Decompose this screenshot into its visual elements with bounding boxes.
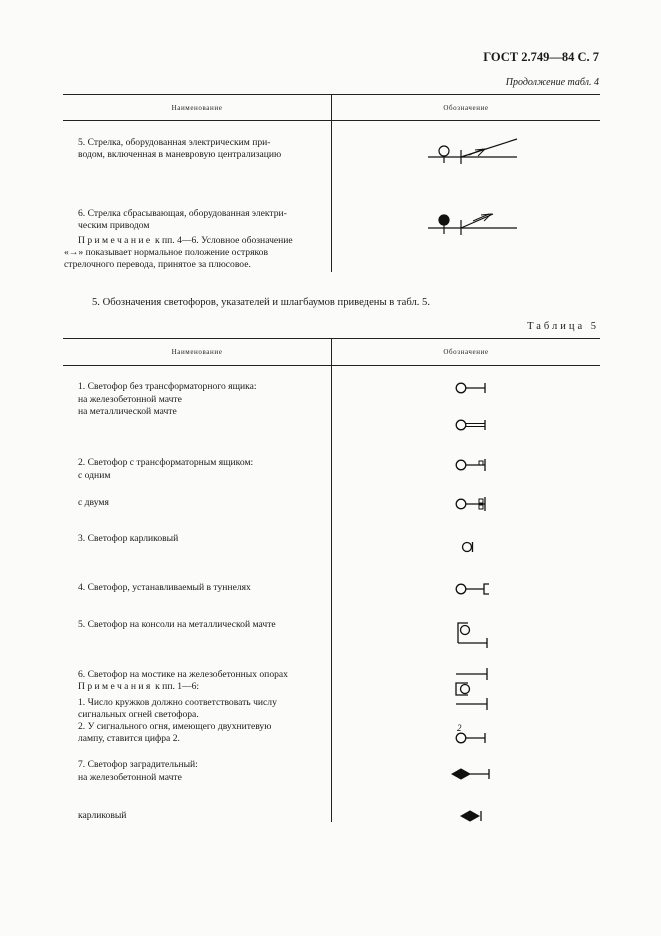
table5-note-2-line-2: лампу, ставится цифра 2. <box>78 733 180 744</box>
signal-dwarf-icon <box>461 540 477 554</box>
table4-row-6 <box>78 208 327 221</box>
table4-note-line-2: «→» показывает нормальное положение остряков <box>64 247 268 258</box>
note-label: Примечание <box>78 235 153 246</box>
note-text: к пп. 4—6. Условное обозначение <box>154 235 293 246</box>
table5-row-2-sub-1: с одним <box>78 470 111 481</box>
table5-row-7-title: 7. Светофор заградительный: <box>78 759 198 770</box>
table4-column-divider <box>331 94 332 272</box>
signal-two-transformer-boxes-icon <box>452 495 492 513</box>
table4-row-5-cont <box>78 149 327 162</box>
table5-row-2-sub-2: с двумя <box>78 497 109 508</box>
table5-row-1-sub-2: на металлической мачте <box>78 406 177 417</box>
switch-filled-circle-icon <box>425 208 520 238</box>
table5-note-1-line-1: 1. Число кружков должно соответствовать числу <box>78 697 277 708</box>
table5-label: Таблица 5 <box>527 321 599 332</box>
note-first-line <box>78 235 329 248</box>
table5-column-divider <box>331 338 332 822</box>
table5-row-6-title: 6. Светофор на мостике на железобетонных опорах <box>78 669 288 680</box>
table5-row-2-title: 2. Светофор с трансформаторным ящиком: <box>78 457 254 468</box>
table5-col-name-header: Наименование <box>171 348 223 356</box>
table5-row-7-sub-1: на железобетонной мачте <box>78 772 182 783</box>
signal-tunnel-icon <box>452 581 492 597</box>
signal-reinforced-concrete-mast-icon <box>452 380 492 396</box>
table-continuation-label: Продолжение табл. 4 <box>505 77 599 88</box>
table5-note-2-line-1: 2. У сигнального огня, имеющего двухнитевую <box>78 721 272 732</box>
table4-note <box>78 235 329 248</box>
row-text-line: 6. Стрелка сбрасывающая, оборудованная электри- <box>78 208 287 219</box>
table5-row-1-title: 1. Светофор без трансформаторного ящика: <box>78 381 257 392</box>
table4-col-symbol-header: Обозначение <box>443 104 489 112</box>
row-text-line: 5. Стрелка, оборудованная электрическим при- <box>78 137 271 148</box>
table4-col-name-header: Наименование <box>171 104 223 112</box>
table5-row-1-sub-1: на железобетонной мачте <box>78 394 182 405</box>
page-header: ГОСТ 2.749—84 С. 7 <box>483 50 599 64</box>
table5-col-symbol-header: Обозначение <box>443 348 489 356</box>
signal-one-transformer-box-icon <box>452 457 492 473</box>
table4-row-5 <box>78 137 327 150</box>
note-label: Примечания <box>78 681 153 692</box>
row-text-line: водом, включенная в маневровую централизацию <box>78 149 282 160</box>
signal-bridge-icon <box>452 664 492 712</box>
signal-cantilever-icon <box>452 617 492 645</box>
table5-row-5-title: 5. Светофор на консоли на металлической мачте <box>78 619 276 630</box>
table5-row-4-title: 4. Светофор, устанавливаемый в туннелях <box>78 582 251 593</box>
signal-two-filament-lamp-icon <box>452 723 492 747</box>
signal-metal-mast-icon <box>452 417 492 433</box>
digit-label: 2 <box>457 723 462 733</box>
switch-open-circle-icon <box>425 137 520 167</box>
barrier-signal-dwarf-icon <box>459 808 485 824</box>
barrier-signal-mast-icon <box>450 766 494 782</box>
table4-note-line-3: стрелочного перевода, принятое за плюсовое. <box>64 259 251 270</box>
note-text: к пп. 1—6: <box>155 681 200 692</box>
row-text-line: ческим приводом <box>78 220 150 231</box>
table5-row-3-title: 3. Светофор карликовый <box>78 533 179 544</box>
table5-note-1-line-2: сигнальных огней светофора. <box>78 709 199 720</box>
section-paragraph: 5. Обозначения светофоров, указателей и шлагбаумов приведены в табл. 5. <box>92 297 430 308</box>
table5-row-6-note <box>78 681 199 694</box>
table4-row-6-cont <box>78 220 327 233</box>
table5-row-7-sub-2: карликовый <box>78 810 127 821</box>
